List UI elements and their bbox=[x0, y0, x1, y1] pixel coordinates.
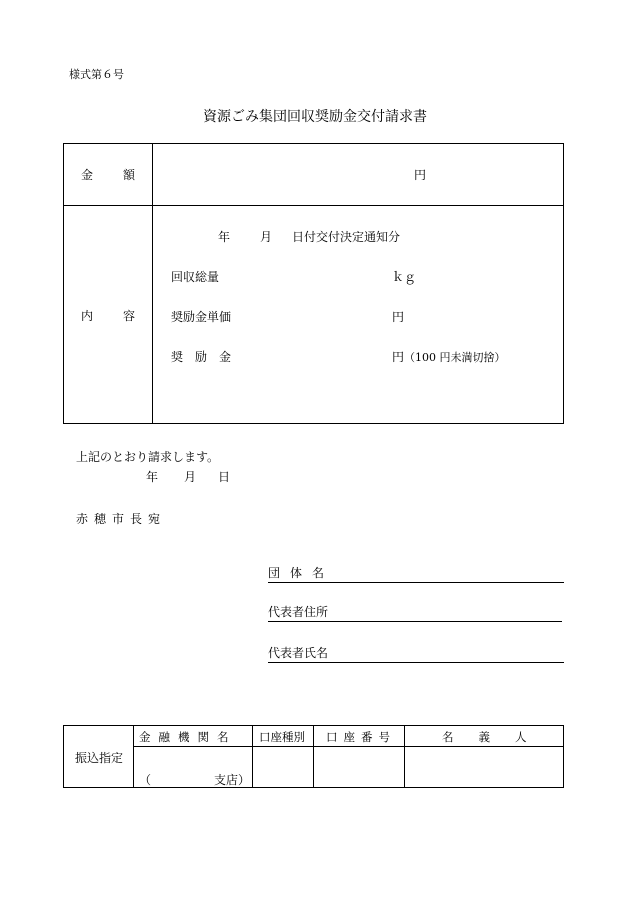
bank-col-divider bbox=[313, 726, 314, 787]
rep-address-label: 代表者住所 bbox=[268, 605, 329, 619]
incentive-label: 奨 励 金 bbox=[171, 350, 232, 364]
amount-label: 金 額 bbox=[81, 168, 136, 182]
content-label: 内 容 bbox=[81, 309, 136, 323]
main-table-column-divider bbox=[152, 144, 153, 423]
bank-col-divider bbox=[133, 726, 134, 787]
addressee: 赤穂市長宛 bbox=[76, 512, 167, 526]
bank-table bbox=[63, 725, 564, 788]
page-title: 資源ごみ集団回収奨励金交付請求書 bbox=[203, 109, 427, 125]
transfer-designation-label: 振込指定 bbox=[75, 751, 124, 765]
form-number: 様式第６号 bbox=[69, 68, 124, 81]
total-collection-label: 回収総量 bbox=[171, 270, 220, 284]
account-type-header: 口座種別 bbox=[259, 730, 305, 744]
request-text: 上記のとおり請求します。 bbox=[76, 450, 220, 464]
bank-col-divider bbox=[404, 726, 405, 787]
account-number-header: 口座番号 bbox=[326, 730, 396, 744]
unit-price-label: 奨励金単価 bbox=[171, 310, 232, 324]
total-collection-unit[interactable]: ｋｇ bbox=[392, 270, 417, 284]
rounding-note: （100 円未満切捨） bbox=[404, 351, 506, 364]
incentive-unit[interactable]: 円（100 円未満切捨） bbox=[392, 350, 506, 364]
group-name-label: 団体名 bbox=[268, 566, 335, 580]
institution-header: 金融機関名 bbox=[139, 730, 237, 744]
group-name-field[interactable] bbox=[268, 565, 564, 583]
amount-unit: 円 bbox=[414, 168, 427, 182]
amount-field[interactable] bbox=[414, 166, 426, 183]
branch-open-paren: （ bbox=[139, 773, 152, 787]
bank-header-divider bbox=[133, 746, 563, 747]
main-table-row-divider bbox=[64, 205, 563, 206]
rep-name-field[interactable] bbox=[268, 645, 564, 663]
branch-field[interactable]: 支店） bbox=[214, 773, 251, 787]
unit-price-unit[interactable]: 円 bbox=[392, 310, 405, 324]
rep-name-label: 代表者氏名 bbox=[268, 646, 329, 660]
request-date[interactable]: 年 月 日 bbox=[146, 470, 231, 484]
account-holder-header: 名 義 人 bbox=[442, 730, 527, 744]
bank-col-divider bbox=[252, 726, 253, 787]
decision-date-line[interactable]: 年 月 日付交付決定通知分 bbox=[218, 230, 401, 244]
rep-address-field[interactable] bbox=[268, 604, 562, 622]
main-table bbox=[63, 143, 564, 424]
